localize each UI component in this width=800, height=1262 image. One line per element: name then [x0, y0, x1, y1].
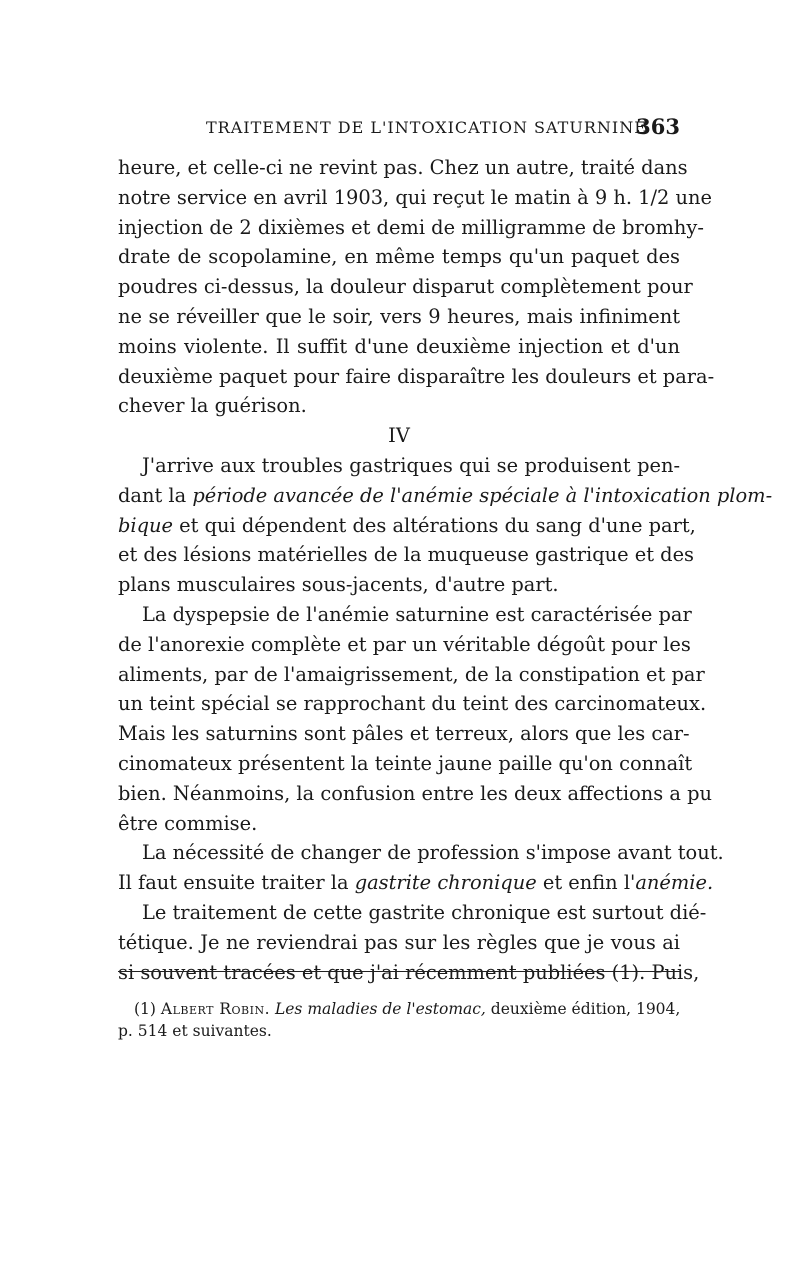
text-line: moins violente. Il suffit d'une deuxième injection et d'un	[118, 334, 680, 358]
footnote-title: Les maladies de l'estomac,	[274, 1000, 486, 1018]
text-line: tétique. Je ne reviendrai pas sur les règles que je vous ai	[118, 930, 680, 954]
text-run: et qui dépendent des altérations du sang d'une part,	[173, 513, 696, 537]
text-line	[118, 511, 696, 541]
text-line: bien. Néanmoins, la confusion entre les deux affections a pu	[118, 781, 713, 805]
text-line: de l'anorexie complète et par un véritable dégoût pour les	[118, 632, 691, 656]
italic-phrase: période avancée de l'anémie spéciale à l'intoxication plom-	[192, 483, 773, 507]
text-line: Le traitement de cette gastrite chronique est surtout dié-	[142, 900, 707, 924]
text-line: drate de scopolamine, en même temps qu'un paquet des	[118, 245, 680, 269]
text-run: et enfin l'	[536, 871, 636, 895]
text-line: La nécessité de changer de profession s'impose avant tout.	[142, 841, 724, 865]
running-title: TRAITEMENT DE L'INTOXICATION SATURNINE	[206, 118, 647, 137]
text-line: chever la guérison.	[118, 394, 307, 418]
page-number: 363	[636, 114, 680, 139]
footnote-marker: (1)	[134, 1000, 161, 1018]
text-line: injection de 2 dixièmes et demi de milligramme de bromhy-	[118, 215, 704, 239]
footnote	[118, 998, 681, 1042]
section-heading: IV	[388, 424, 410, 448]
italic-phrase: gastrite chronique	[354, 871, 537, 895]
text-line: un teint spécial se rapprochant du teint des carcinomateux.	[118, 692, 707, 716]
text-line: notre service en avril 1903, qui reçut le matin à 9 h. 1/2 une	[118, 185, 712, 209]
text-line: cinomateux présentent la teinte jaune paille qu'on connaît	[118, 751, 693, 775]
text-line: heure, et celle-ci ne revint pas. Chez un autre, traité dans	[118, 156, 688, 179]
footnote-line: p. 514 et suivantes.	[118, 1022, 272, 1040]
text-line: être commise.	[118, 811, 258, 835]
text-line: aliments, par de l'amaigrissement, de la constipation et par	[118, 662, 705, 686]
text-run: Il faut ensuite traiter la	[118, 871, 355, 895]
footnote-rule	[118, 971, 680, 972]
text-line: poudres ci-dessus, la douleur disparut complètement pour	[118, 275, 693, 299]
italic-phrase: anémie.	[635, 871, 714, 895]
running-head	[118, 114, 680, 144]
text-line: si souvent tracées et que j'ai récemment publiées (1). Puis,	[118, 960, 700, 984]
footnote-author: Albert Robin.	[160, 1000, 271, 1018]
text-line: ne se réveiller que le soir, vers 9 heures, mais infiniment	[118, 304, 680, 328]
text-run: dant la	[118, 483, 193, 507]
text-line: Mais les saturnins sont pâles et terreux, alors que les car-	[118, 722, 690, 746]
italic-phrase: bique	[118, 513, 173, 537]
text-line	[118, 868, 714, 898]
text-line: La dyspepsie de l'anémie saturnine est caractérisée par	[142, 602, 692, 626]
text-line: deuxième paquet pour faire disparaître les douleurs et para-	[118, 364, 715, 388]
text-line	[118, 481, 773, 511]
text-line: et des lésions matérielles de la muqueuse gastrique et des	[118, 543, 695, 567]
body-text	[118, 153, 773, 987]
footnote-line	[134, 998, 680, 1020]
footnote-details: deuxième édition, 1904,	[485, 1000, 681, 1018]
text-line: J'arrive aux troubles gastriques qui se produisent pen-	[142, 453, 680, 477]
text-line: plans musculaires sous-jacents, d'autre part.	[118, 573, 559, 597]
